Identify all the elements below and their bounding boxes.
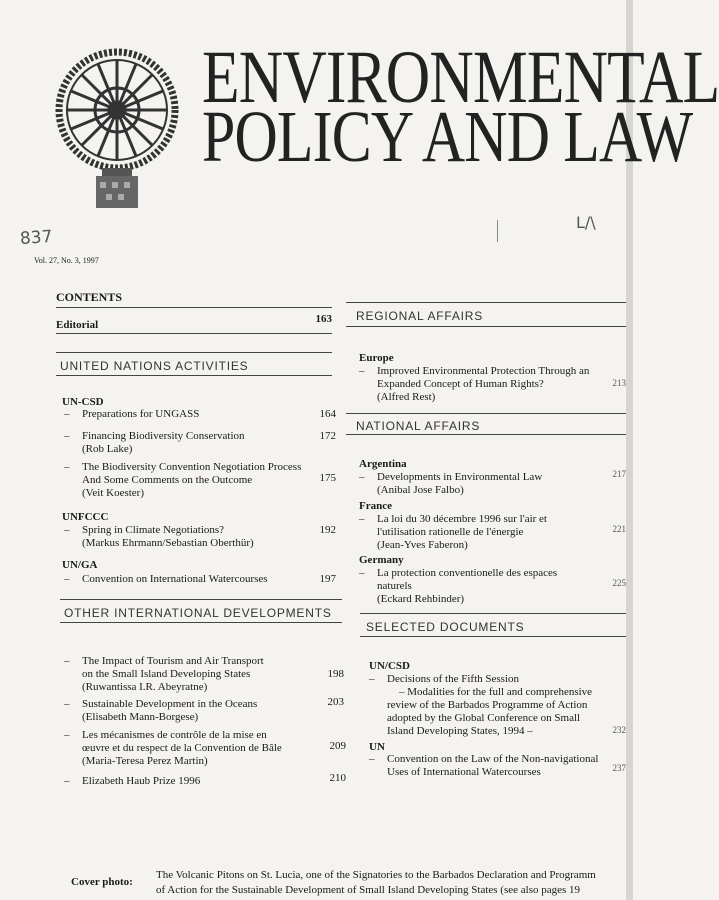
page-number: 164: [319, 408, 336, 420]
page-number: 198: [327, 668, 344, 680]
toc-entry: – Preparations for UNGASS: [64, 408, 200, 420]
masthead-line-1: ENVIRONMENTAL: [202, 36, 719, 119]
page-number: 213: [612, 378, 626, 388]
toc-entry: – La protection conventionelle des espaces naturels (Eckard Rehbinder): [359, 567, 558, 605]
handwritten-mark-left: 837: [19, 226, 54, 250]
divider: [60, 599, 342, 600]
group-heading: France: [359, 500, 392, 512]
toc-entry: – Les mécanismes de contrôle de la mise en œuvre et du respect de la Convention de Bâle (Maria-Teresa Perez Martin): [64, 729, 282, 767]
page-number: 232: [612, 725, 626, 735]
toc-entry: – The Biodiversity Convention Negotiation Process And Some Comments on the Outcome (Veit Koester): [64, 461, 302, 499]
divider: [346, 434, 626, 435]
page-number: 225: [612, 578, 626, 588]
section-title-national: NATIONAL AFFAIRS: [356, 419, 481, 433]
cover-caption-line: of Action for the Sustainable Development of Small Island Developing States (see also pages 19: [156, 884, 581, 896]
group-heading: Germany: [359, 554, 404, 566]
divider: [360, 636, 626, 637]
divider: [56, 375, 332, 376]
contents-heading: CONTENTS: [56, 290, 123, 304]
section-title-regional: REGIONAL AFFAIRS: [356, 309, 484, 323]
cover-photo-caption: [156, 868, 596, 898]
toc-entry: – Improved Environmental Protection Through an Expanded Concept of Human Rights? (Alfred Rest): [359, 365, 590, 403]
editorial-label: Editorial: [56, 319, 99, 331]
page-number: 197: [319, 573, 336, 585]
section-title-documents: SELECTED DOCUMENTS: [366, 620, 525, 634]
cover-caption-line: The Volcanic Pitons on St. Lucia, one of the Signatories to the Barbados Declaration and Programm: [156, 869, 596, 881]
group-heading: UN/CSD: [369, 660, 410, 672]
divider: [56, 352, 332, 353]
page-number: 172: [319, 430, 336, 442]
toc-entry: – Convention on the Law of the Non-navigational Uses of International Watercourses: [369, 753, 599, 778]
divider: [346, 326, 626, 327]
section-title-un: UNITED NATIONS ACTIVITIES: [60, 359, 249, 373]
toc-entry: – Decisions of the Fifth Session – Modalities for the full and comprehensive review of the Barbados Programme of Action adopted by the Global Conference on Small Island Developing States, 1994 –: [369, 673, 593, 737]
group-heading: UN-CSD: [62, 396, 104, 408]
group-heading: Europe: [359, 352, 394, 364]
page-number: 210: [329, 772, 346, 784]
divider: [360, 613, 626, 614]
toc-entry: – Financing Biodiversity Conservation (Rob Lake): [64, 430, 245, 455]
page-number: 209: [329, 740, 346, 752]
group-heading: UN: [369, 741, 385, 753]
handwritten-mark-right: L/\: [576, 213, 596, 232]
divider: [346, 413, 626, 414]
toc-entry: – Convention on International Watercourses: [64, 573, 268, 585]
divider: [56, 333, 332, 334]
toc-entry: – La loi du 30 décembre 1996 sur l'air et l'utilisation rationelle de l'énergie (Jean-Yves Faberon): [359, 513, 547, 551]
divider: [346, 302, 626, 303]
section-title-other: OTHER INTERNATIONAL DEVELOPMENTS: [64, 606, 332, 620]
toc-entry: – Spring in Climate Negotiations? (Markus Ehrmann/Sebastian Oberthür): [64, 524, 254, 549]
editorial-page: 163: [315, 313, 332, 325]
masthead-line-2: POLICY AND LAW: [202, 96, 693, 177]
toc-entry: – Elizabeth Haub Prize 1996: [64, 775, 201, 787]
page-number: 192: [319, 524, 336, 536]
divider: [56, 307, 332, 308]
group-heading: UN/GA: [62, 559, 98, 571]
divider: [60, 622, 342, 623]
toc-entry: – Developments in Environmental Law (Anibal Jose Falbo): [359, 471, 543, 496]
page-number: 175: [319, 472, 336, 484]
page-number: 237: [612, 763, 626, 773]
cover-photo-label: Cover photo:: [71, 876, 133, 888]
page-number: 221: [612, 524, 626, 534]
page-number: 217: [612, 469, 626, 479]
wheel-emblem-icon: [52, 40, 182, 215]
toc-entry: – Sustainable Development in the Oceans (Elisabeth Mann-Borgese): [64, 698, 258, 723]
pencil-tick: [497, 220, 498, 242]
group-heading: Argentina: [359, 458, 407, 470]
page-number: 203: [327, 696, 344, 708]
toc-entry: – The Impact of Tourism and Air Transport on the Small Island Developing States (Ruwantissa I.R. Abeyratne): [64, 655, 264, 693]
volume-issue: Vol. 27, No. 3, 1997: [34, 256, 99, 265]
group-heading: UNFCCC: [62, 511, 109, 523]
